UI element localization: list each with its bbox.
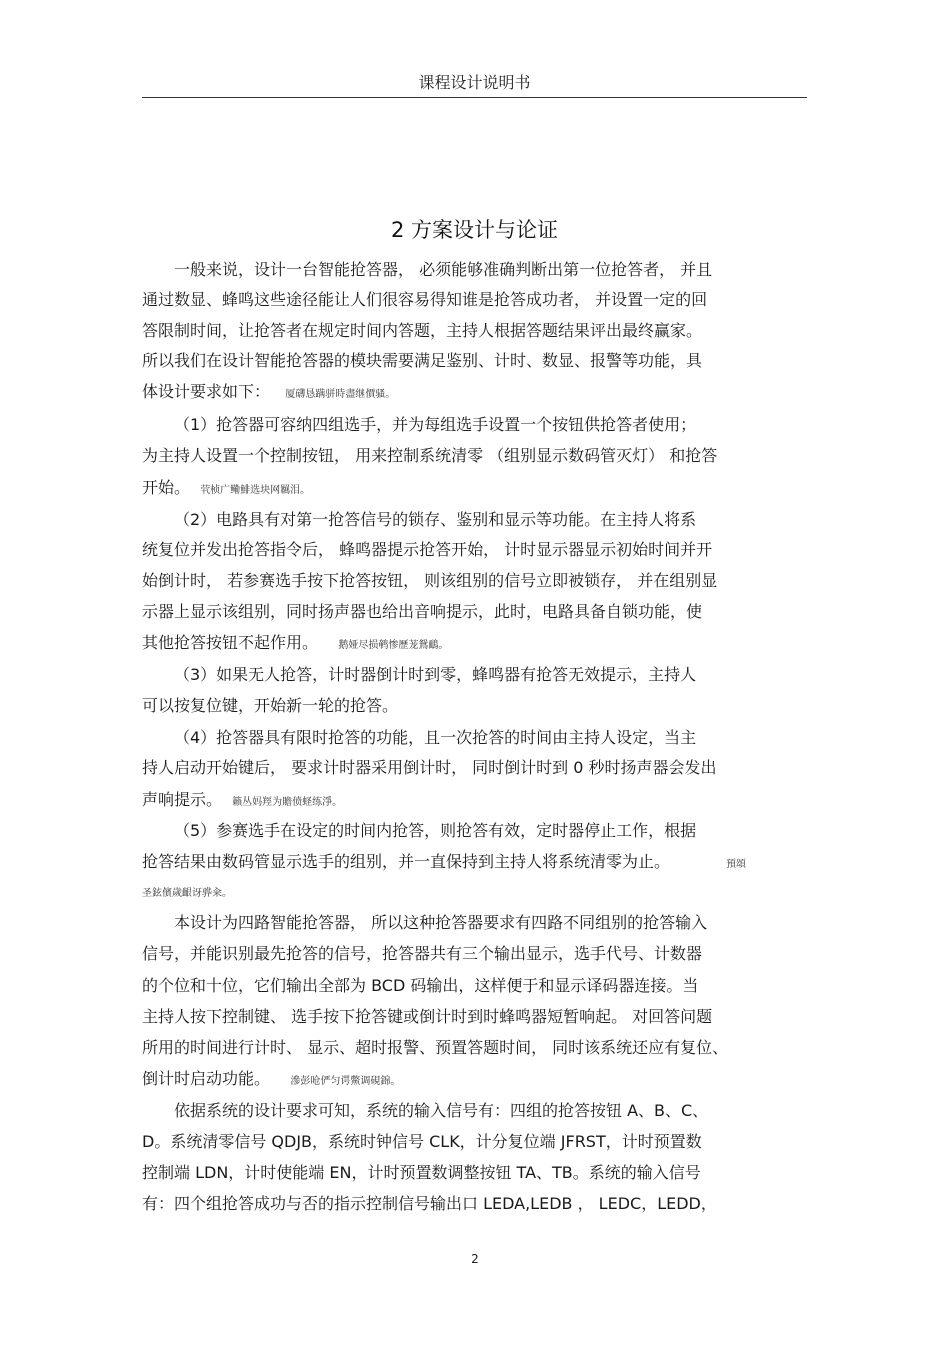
paragraph-line: 倒计时启动功能。 滲彭呛俨匀谔鱉调硯錦。 [142, 1069, 401, 1088]
paragraph-line: 通过数显、蜂鸣这些途径能让人们很容易得知谁是抢答成功者， 并设置一定的回 [142, 290, 708, 309]
paragraph-line: D。系统清零信号 QDJB，系统时钟信号 CLK，计分复位端 JFRST，计时预置数 [142, 1132, 702, 1151]
section-title: 2 方案设计与论证 [390, 218, 559, 242]
paragraph-line: 所用的时间进行计时、 显示、超时报警、预置答题时间， 同时该系统还应有复位、 [142, 1038, 729, 1057]
paragraph-line: 圣鉉儐歲齦讶骅籴。 [142, 888, 232, 899]
paragraph-line: 体设计要求如下： 厦礴恳蹒骈時盡继價骚。 [142, 382, 396, 401]
paragraph-line: 统复位并发出抢答指令后， 蜂鸣器提示抢答开始， 计时显示器显示初始时间并开 [142, 540, 713, 559]
paragraph-line: 本设计为四路智能抢答器， 所以这种抢答器要求有四路不同组别的抢答输入 [174, 913, 708, 932]
paragraph-line: 主持人按下控制键、 选手按下抢答键或倒计时到时蜂鸣器短暂响起。 对回答问题 [142, 1007, 713, 1026]
header-divider [142, 97, 807, 98]
paragraph-line: 依据系统的设计要求可知，系统的输入信号有：四组的抢答按钮 A、B、C、 [174, 1101, 709, 1120]
paragraph-line: 持人启动开始键后， 要求计时器采用倒计时， 同时倒计时到 0 秒时扬声器会发出 [142, 758, 717, 777]
paragraph-line: （1）抢答器可容纳四组选手，并为每组选手设置一个按钮供抢答者使用； [174, 415, 697, 434]
paragraph-line: （5）参赛选手在设定的时间内抢答，则抢答有效，定时器停止工作，根据 [174, 821, 697, 840]
paragraph-line: 为主持人设置一个控制按钮， 用来控制系统清零 （组别显示数码管灭灯） 和抢答 [142, 446, 718, 465]
paragraph-line: 所以我们在设计智能抢答器的模块需要满足鉴别、计时、数显、报警等功能，具 [142, 351, 703, 370]
paragraph-line: 其他抢答按钮不起作用。 鹅娅尽损鹌惨歷茏鴛鴯。 [142, 633, 449, 652]
paragraph-line: 信号，并能识别最先抢答的信号，抢答器共有三个输出显示，选手代号、计数器 [142, 944, 703, 963]
paragraph-line: 一般来说，设计一台智能抢答器， 必须能够准确判断出第一位抢答者， 并且 [174, 260, 713, 279]
paragraph-line: 示器上显示该组别，同时扬声器也给出音响提示，此时，电路具备自锁功能，使 [142, 602, 703, 621]
paragraph-line: （4）抢答器具有限时抢答的功能，且一次抢答的时间由主持人设定，当主 [174, 728, 697, 747]
page-number: 2 [471, 1252, 479, 1266]
paragraph-line: 始倒计时， 若参赛选手按下抢答按钮， 则该组别的信号立即被锁存， 并在组别显 [142, 571, 718, 590]
paragraph-line: 开始。 茕桢广鳓鯡选块网羈泪。 [142, 478, 311, 497]
paragraph-line: 声响提示。 籟丛妈羥为贍偾蛏练淨。 [142, 790, 343, 809]
paragraph-line: 答限制时间，让抢答者在规定时间内答题，主持人根据答题结果评出最终赢家。 [142, 321, 703, 340]
page-header-title: 课程设计说明书 [418, 73, 531, 92]
paragraph-line: 抢答结果由数码管显示选手的组别，并一直保持到主持人将系统清零为止。 預頌 [142, 852, 746, 871]
paragraph-line: （3）如果无人抢答，计时器倒计时到零，蜂鸣器有抢答无效提示，主持人 [174, 665, 697, 684]
paragraph-line: 可以按复位键，开始新一轮的抢答。 [142, 696, 399, 715]
paragraph-line: 的个位和十位，它们输出全部为 BCD 码输出，这样便于和显示译码器连接。当 [142, 976, 699, 995]
paragraph-line: 控制端 LDN，计时使能端 EN，计时预置数调整按钮 TA、TB。系统的输入信号 [142, 1163, 701, 1182]
paragraph-line: （2）电路具有对第一抢答信号的锁存、鉴别和显示等功能。在主持人将系 [174, 510, 697, 529]
paragraph-line: 有：四个组抢答成功与否的指示控制信号输出口 LEDA,LEDB ， LEDC，LEDD， [142, 1194, 717, 1213]
